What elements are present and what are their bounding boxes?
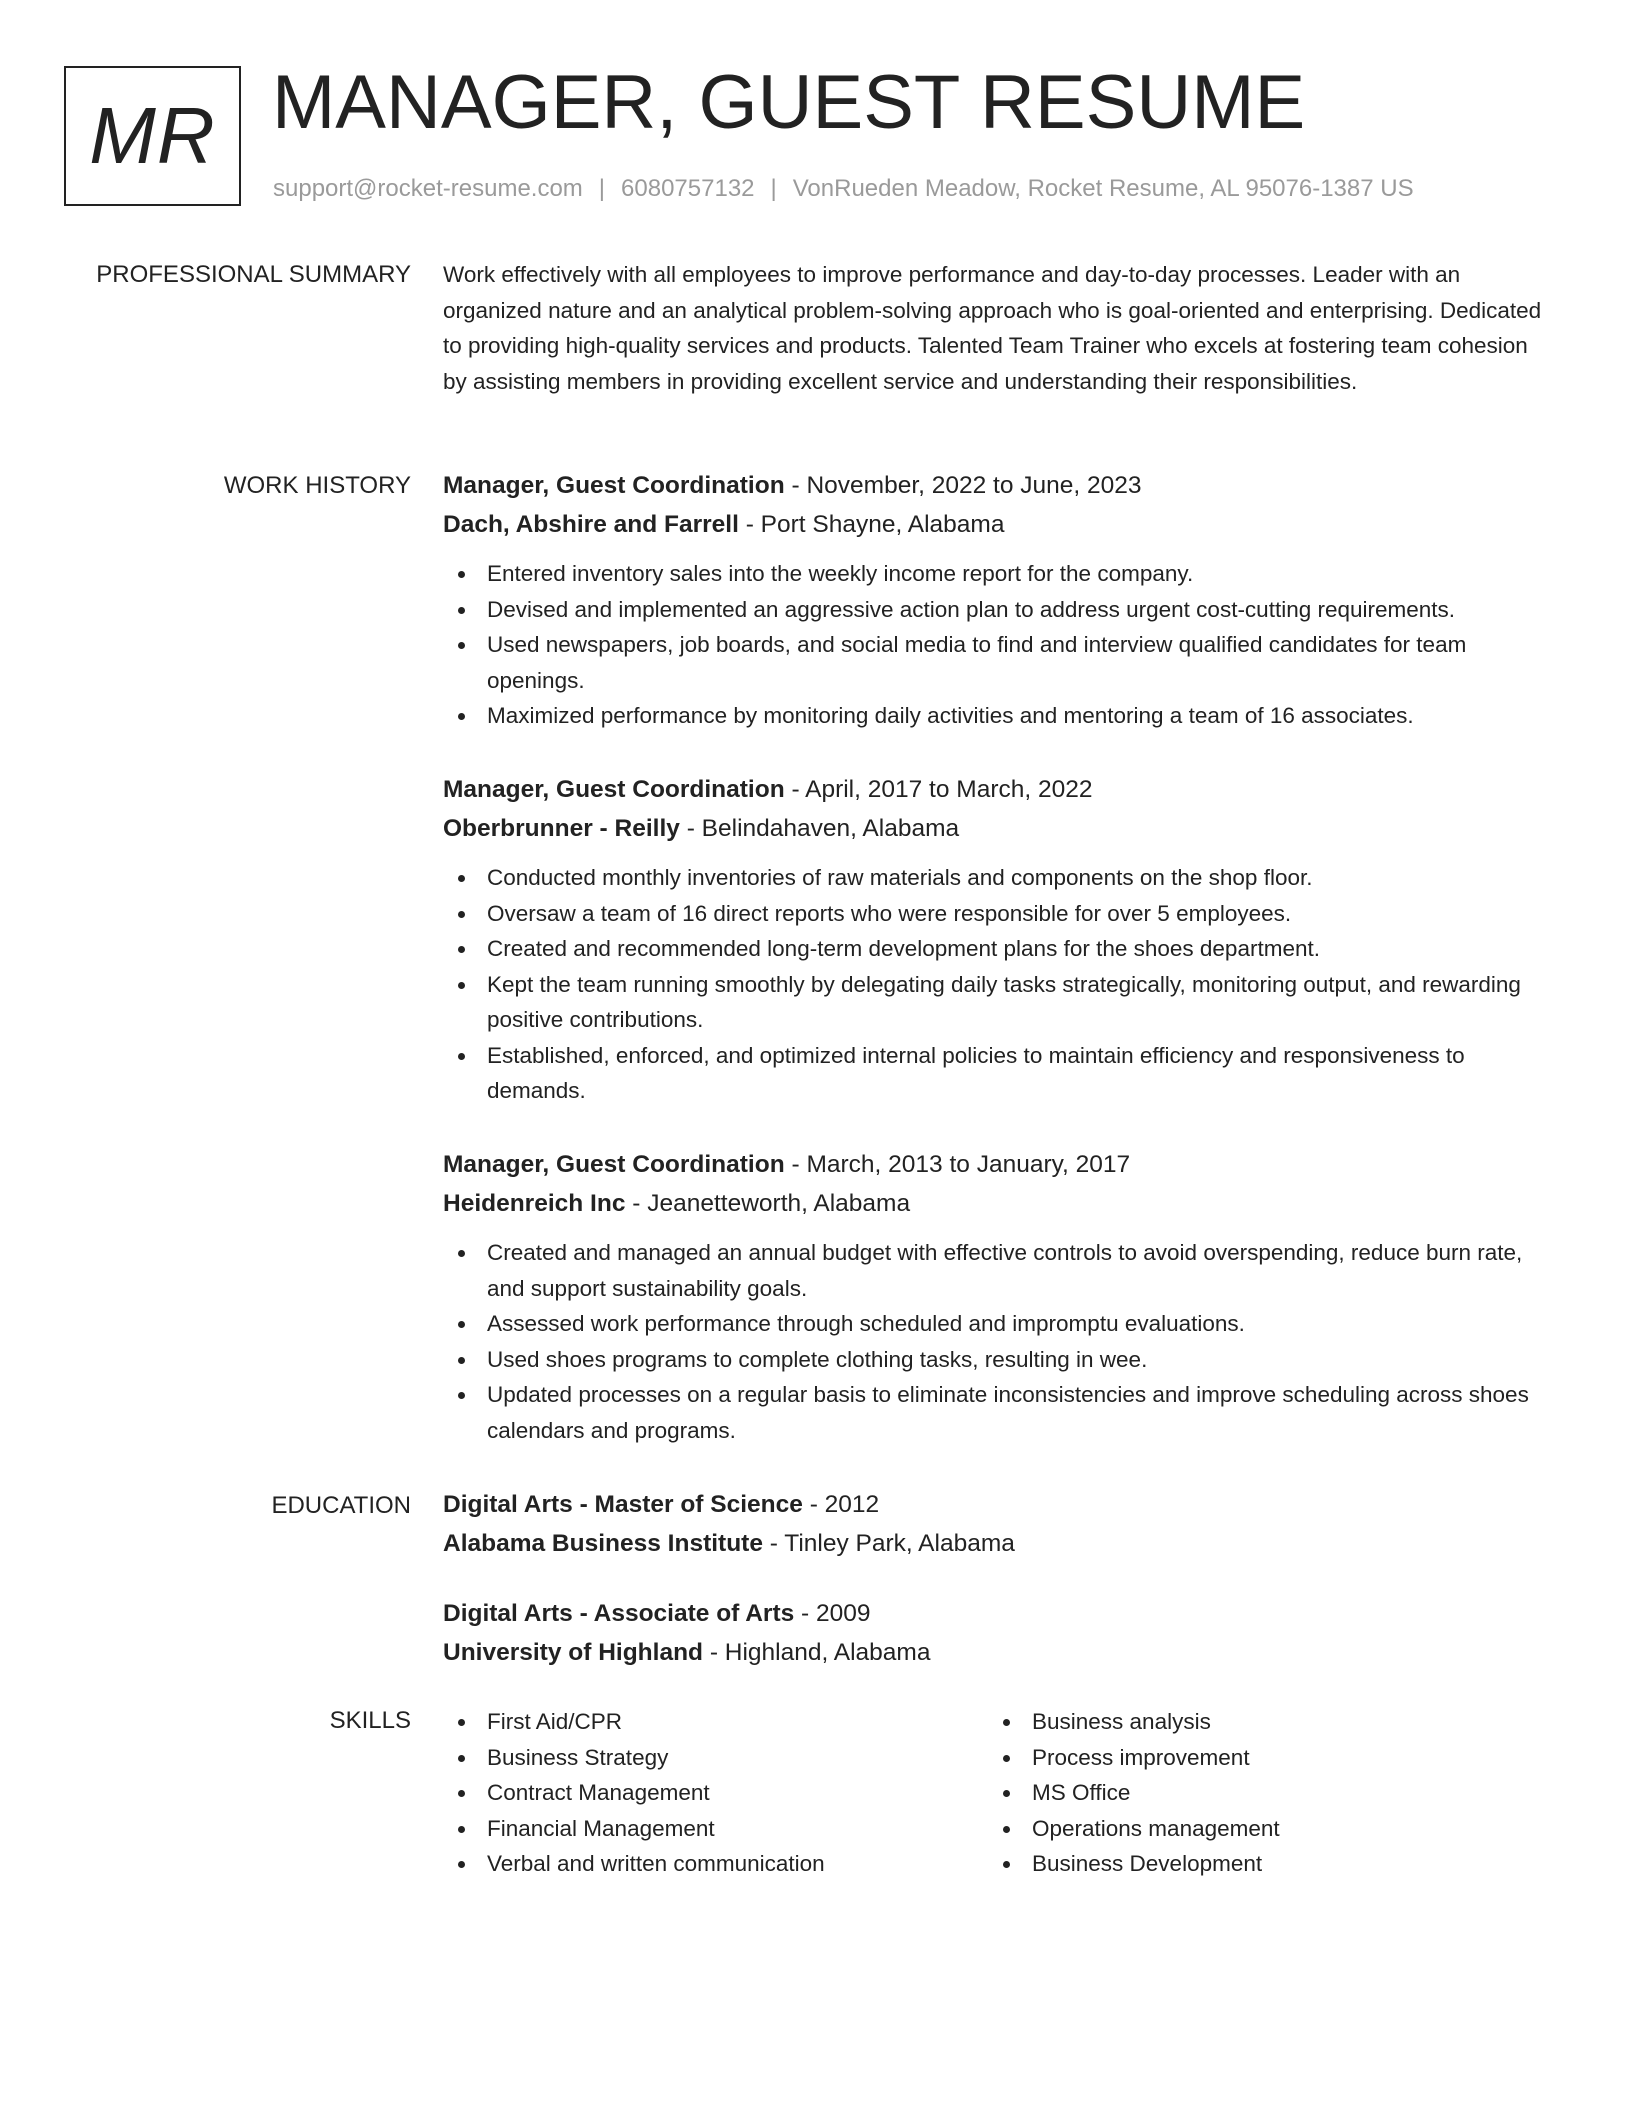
skill-item: Verbal and written communication <box>443 1846 963 1882</box>
skill-item: Financial Management <box>443 1811 963 1847</box>
contact-email: support@rocket-resume.com <box>273 175 583 202</box>
job-entry <box>443 770 1555 1109</box>
job-title: Manager, Guest Coordination <box>443 1151 785 1178</box>
section-label-skills: SKILLS <box>329 1707 411 1734</box>
skill-item: Business analysis <box>988 1704 1508 1740</box>
section-label-work-history: WORK HISTORY <box>223 472 411 499</box>
summary-section <box>443 257 1555 399</box>
job-bullet: Conducted monthly inventories of raw materials and components on the shop floor. <box>443 860 1555 896</box>
job-location: - Jeanetteworth, Alabama <box>625 1190 911 1217</box>
education-degree: Digital Arts - Associate of Arts <box>443 1600 795 1627</box>
job-company-line <box>443 505 1555 544</box>
job-bullet: Devised and implemented an aggressive action plan to address urgent cost-cutting requirements. <box>443 592 1555 628</box>
job-entry <box>443 1145 1555 1448</box>
education-year: - 2012 <box>802 1491 880 1518</box>
job-bullets <box>443 860 1555 1109</box>
job-bullet: Assessed work performance through scheduled and impromptu evaluations. <box>443 1306 1555 1342</box>
job-title-line <box>443 466 1555 505</box>
job-bullet: Created and managed an annual budget with effective controls to avoid overspending, reduce burn rate, and support sustainability goals. <box>443 1235 1555 1306</box>
education-degree-line <box>443 1485 1555 1524</box>
job-bullets <box>443 556 1555 734</box>
job-bullet: Created and recommended long-term development plans for the shoes department. <box>443 931 1555 967</box>
job-company: Dach, Abshire and Farrell <box>443 511 739 538</box>
education-year: - 2009 <box>794 1600 871 1627</box>
job-bullet: Established, enforced, and optimized internal policies to maintain efficiency and responsiveness to demands. <box>443 1038 1555 1109</box>
education-school-line <box>443 1633 1555 1672</box>
contact-address: VonRueden Meadow, Rocket Resume, AL 95076-1387 US <box>792 175 1414 202</box>
skill-item: Business Development <box>988 1846 1508 1882</box>
education-location: - Highland, Alabama <box>703 1639 931 1666</box>
job-bullet: Entered inventory sales into the weekly income report for the company. <box>443 556 1555 592</box>
job-bullet: Updated processes on a regular basis to eliminate inconsistencies and improve scheduling across shoes calendars and programs. <box>443 1377 1555 1448</box>
job-title: Manager, Guest Coordination <box>443 472 785 499</box>
job-company: Oberbrunner - Reilly <box>443 815 680 842</box>
job-bullet: Maximized performance by monitoring daily activities and mentoring a team of 16 associates. <box>443 698 1555 734</box>
contact-phone: 6080757132 <box>621 175 755 202</box>
education-school: University of Highland <box>443 1639 704 1666</box>
job-dates: - November, 2022 to June, 2023 <box>784 472 1142 499</box>
education-school-line <box>443 1524 1555 1563</box>
job-bullets <box>443 1235 1555 1448</box>
skill-item: Contract Management <box>443 1775 963 1811</box>
skill-item: Business Strategy <box>443 1740 963 1776</box>
skills-list-right <box>988 1704 1508 1882</box>
contact-separator: | <box>770 175 777 202</box>
skill-item: First Aid/CPR <box>443 1704 963 1740</box>
section-label-summary: PROFESSIONAL SUMMARY <box>96 261 411 288</box>
job-company: Heidenreich Inc <box>443 1190 626 1217</box>
job-bullet: Used newspapers, job boards, and social media to find and interview qualified candidates for team openings. <box>443 627 1555 698</box>
job-entry <box>443 466 1555 734</box>
job-company-line <box>443 809 1555 848</box>
skill-item: Process improvement <box>988 1740 1508 1776</box>
job-title: Manager, Guest Coordination <box>443 776 785 803</box>
job-bullet: Kept the team running smoothly by delegating daily tasks strategically, monitoring output, and rewarding positive contributions. <box>443 967 1555 1038</box>
education-location: - Tinley Park, Alabama <box>762 1530 1015 1557</box>
section-label-education: EDUCATION <box>271 1492 411 1519</box>
resume-title: MANAGER, GUEST RESUME <box>272 60 1306 145</box>
education-degree-line <box>443 1594 1555 1633</box>
education-entry <box>443 1485 1555 1563</box>
job-location: - Port Shayne, Alabama <box>738 511 1005 538</box>
education-school: Alabama Business Institute <box>443 1530 763 1557</box>
job-title-line <box>443 770 1555 809</box>
job-location: - Belindahaven, Alabama <box>679 815 960 842</box>
contact-line <box>273 174 1414 204</box>
contact-separator: | <box>598 175 606 202</box>
job-bullet: Oversaw a team of 16 direct reports who were responsible for over 5 employees. <box>443 896 1555 932</box>
monogram-logo: MR <box>64 66 241 206</box>
education-degree: Digital Arts - Master of Science <box>443 1491 803 1518</box>
job-dates: - April, 2017 to March, 2022 <box>784 776 1093 803</box>
education-entry <box>443 1594 1555 1672</box>
skill-item: MS Office <box>988 1775 1508 1811</box>
skills-list-left <box>443 1704 963 1882</box>
job-dates: - March, 2013 to January, 2017 <box>784 1151 1131 1178</box>
job-company-line <box>443 1184 1555 1223</box>
job-title-line <box>443 1145 1555 1184</box>
summary-text: Work effectively with all employees to improve performance and day-to-day processes. Leader with an organized nature and an analytical problem-solving approach who is goal-oriented and enterprising. Dedicated to providing high-quality services and products. Talented Team Trainer who excels at fostering team cohesion by assisting members in providing excellent service and understanding their responsibilities. <box>443 262 1542 394</box>
skill-item: Operations management <box>988 1811 1508 1847</box>
job-bullet: Used shoes programs to complete clothing tasks, resulting in wee. <box>443 1342 1555 1378</box>
